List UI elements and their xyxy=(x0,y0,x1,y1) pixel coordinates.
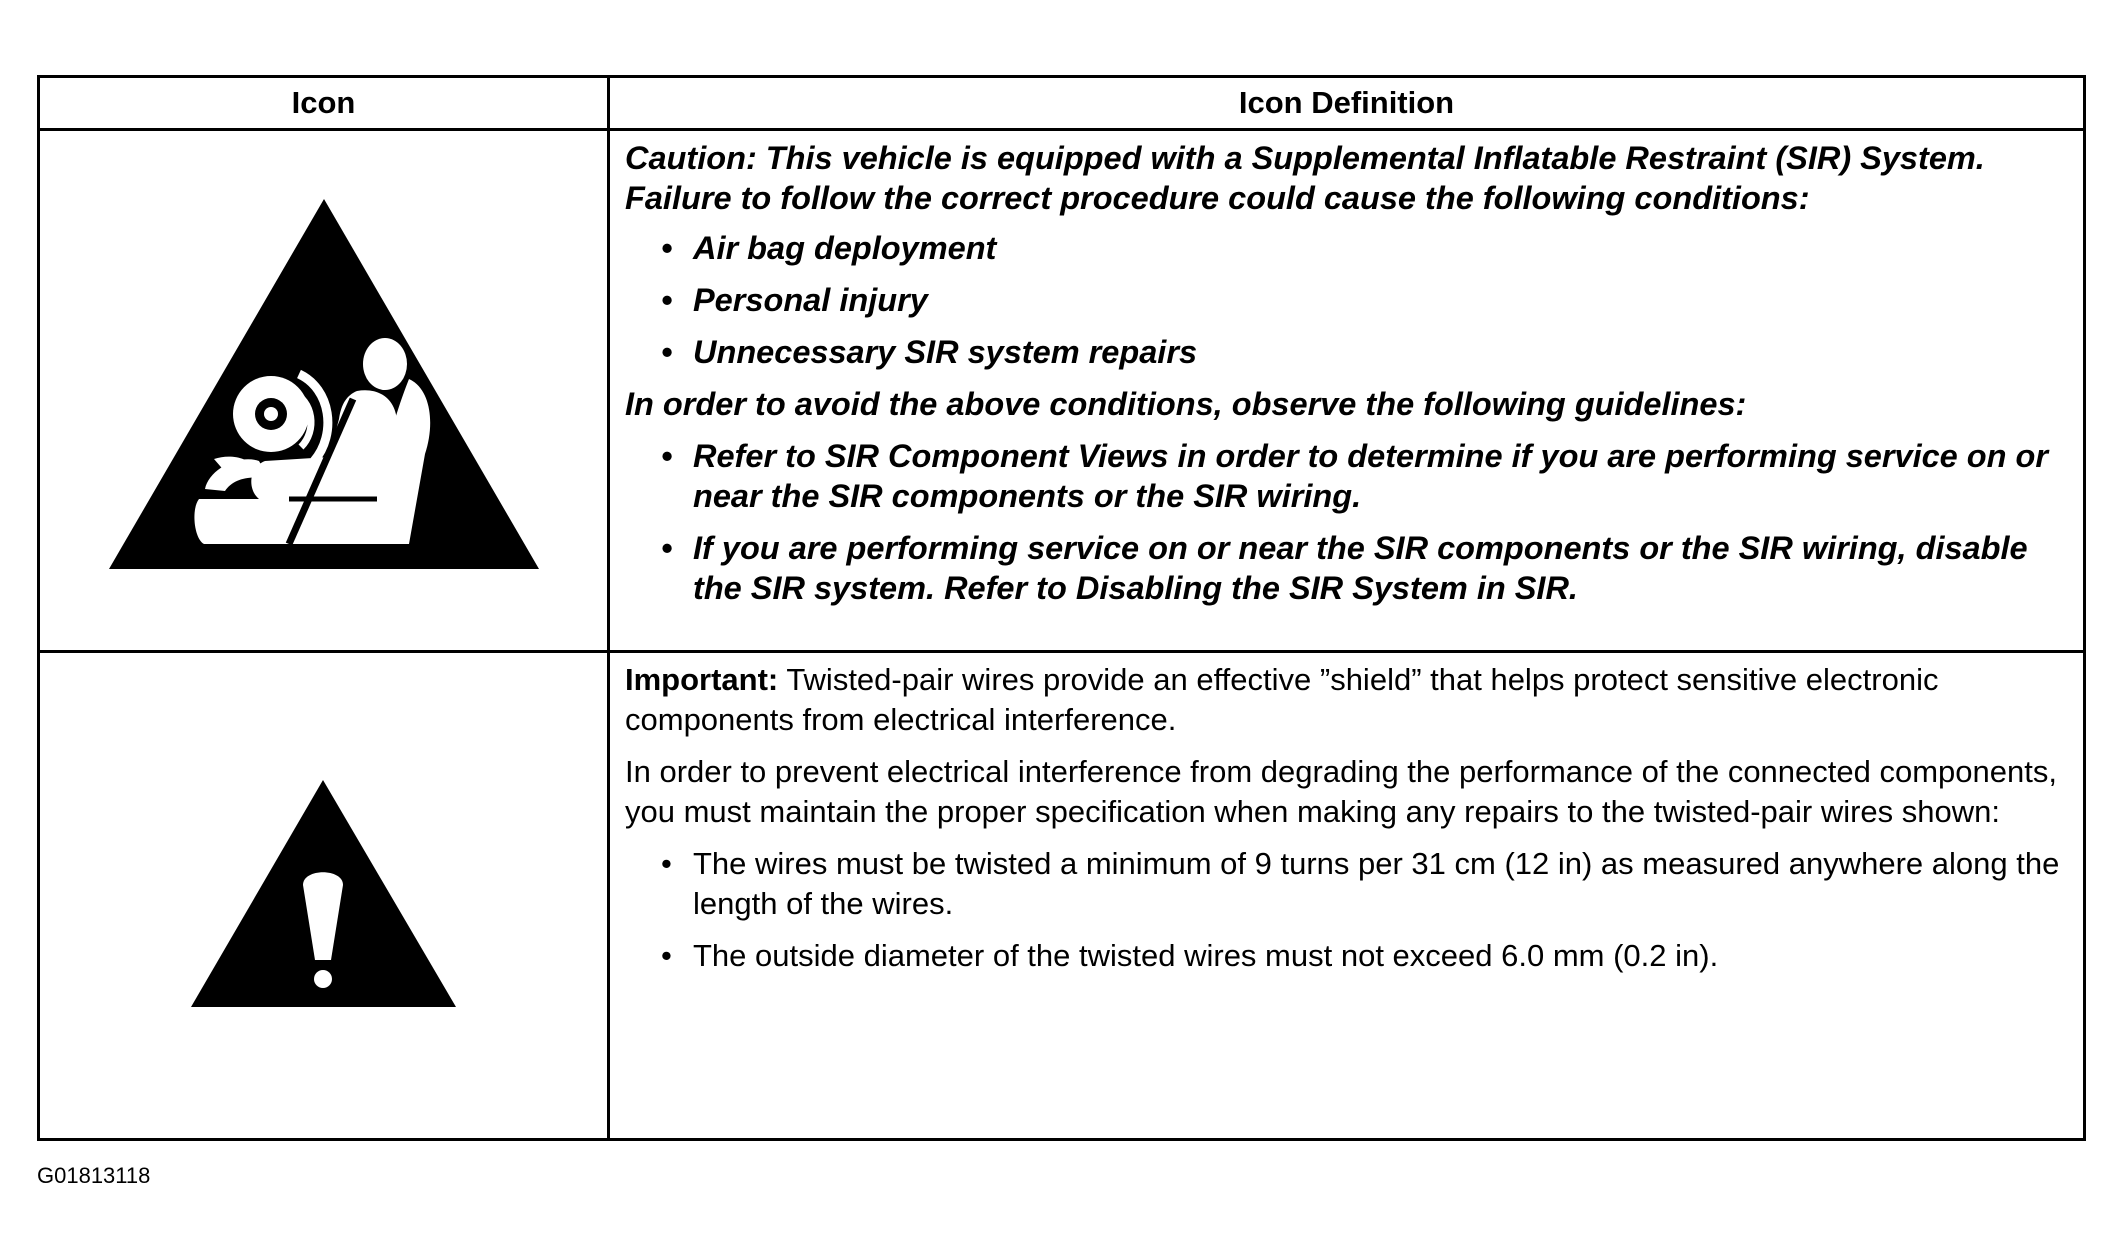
list-item: • The wires must be twisted a minimum of 9 turns per 31 cm (12 in) as measured anywhere along the length of the wires. xyxy=(661,846,2060,921)
list-item: • Unnecessary SIR system repairs xyxy=(661,334,1198,370)
important-note xyxy=(625,660,2080,740)
caution-guidelines-list xyxy=(625,436,2080,608)
column-divider xyxy=(607,78,610,1138)
bullet: • xyxy=(661,938,672,973)
list-item: • Refer to SIR Component Views in order to determine if you are performing service on or near the SIR components or the SIR wiring. xyxy=(661,438,2049,514)
table-row-1-definition xyxy=(625,138,2080,620)
header-icon: Icon xyxy=(291,85,356,120)
header-icon-definition: Icon Definition xyxy=(1238,85,1455,120)
bullet: • xyxy=(661,438,673,474)
list-item: • Personal injury xyxy=(661,282,928,318)
important-text: Twisted-pair wires provide an effective ”shield” that helps protect sensitive electronic components from electrical interference. xyxy=(625,662,1939,737)
guidelines-intro: In order to avoid the above conditions, observe the following guidelines: xyxy=(625,386,1747,422)
important-items-list xyxy=(625,844,2080,976)
bullet: • xyxy=(661,846,672,881)
caution-intro: Caution: This vehicle is equipped with a Supplemental Inflatable Restraint (SIR) System. Failure to follow the correct procedure could cause the following conditions: xyxy=(625,140,1985,216)
figure-id: G01813118 xyxy=(37,1163,151,1188)
caution-conditions-list xyxy=(625,228,2080,372)
bullet: • xyxy=(661,282,673,318)
table-row-2-definition xyxy=(625,660,2080,988)
airbag-warning-icon xyxy=(109,199,539,579)
important-label: Important: xyxy=(625,662,779,697)
list-item: • Air bag deployment xyxy=(661,230,997,266)
bullet: • xyxy=(661,530,673,566)
table-header-row xyxy=(40,78,2083,131)
important-paragraph: In order to prevent electrical interference from degrading the performance of the connected components, you must maintain the proper specification when making any repairs to the twisted-pair wires shown: xyxy=(625,754,2057,829)
icon-definition-table xyxy=(37,75,2086,1141)
bullet: • xyxy=(661,230,673,266)
exclamation-warning-icon xyxy=(191,780,456,1012)
table-row-1-icon-cell xyxy=(40,131,607,646)
list-item: • If you are performing service on or near the SIR components or the SIR wiring, disable the SIR system. Refer to Disabling the SIR System in SIR. xyxy=(661,530,2028,606)
bullet: • xyxy=(661,334,673,370)
list-item: • The outside diameter of the twisted wires must not exceed 6.0 mm (0.2 in). xyxy=(625,936,2080,976)
table-row-2-icon-cell xyxy=(40,653,607,1138)
